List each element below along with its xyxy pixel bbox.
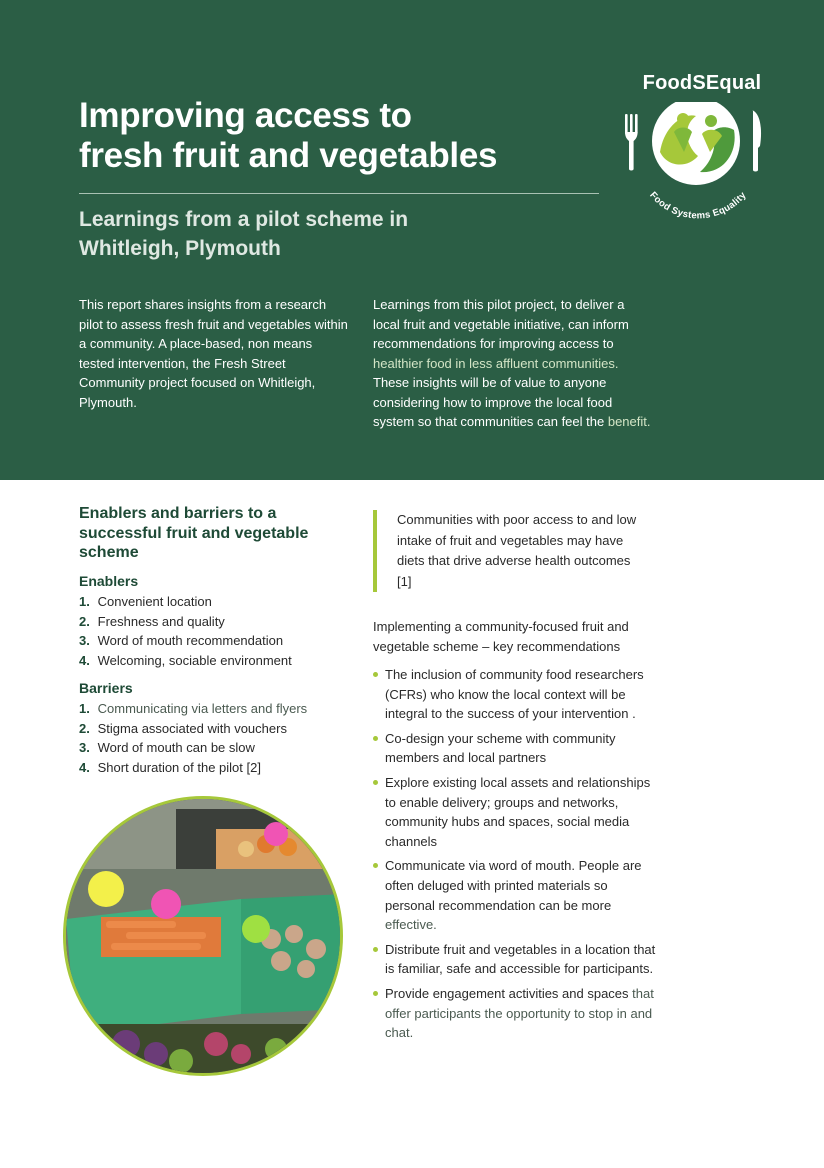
intro-left: This report shares insights from a research pilot to assess fresh fruit and vegetables within a community. A place-based, non means tested intervention, the Fresh Street Community project focused on Whitleigh, Plymouth. — [79, 297, 348, 410]
intro-right-d: benefit. — [607, 414, 651, 429]
list-item: 2. Freshness and quality — [79, 613, 225, 629]
intro-right-b: healthier food in less affluent communities. — [373, 355, 619, 371]
list-item: Explore existing local assets and relationships to enable delivery; groups and networks, community hubs and spaces, social media channels — [373, 773, 658, 851]
list-item: 1. Communicating via letters and flyers — [79, 701, 308, 716]
logo-emblem-icon — [616, 102, 776, 222]
intro-right — [373, 295, 653, 432]
enablers-barriers-title: Enablers and barriers to a successful fruit and vegetable scheme — [79, 505, 309, 561]
svg-text:Food Systems Equality — [647, 190, 749, 222]
hero-banner — [0, 0, 824, 480]
list-item: Communicate via word of mouth. People are often deluged with printed materials so personal recommendation can be more effective. — [373, 856, 658, 934]
produce-photo — [63, 796, 343, 1076]
barriers-list — [79, 699, 307, 778]
page-subtitle — [79, 205, 549, 263]
enablers-heading: Enablers — [79, 573, 139, 589]
list-item: 4. Welcoming, sociable environment — [79, 653, 292, 669]
list-item: 3. Word of mouth recommendation — [79, 633, 284, 649]
subtitle-line-1: Learnings from a pilot scheme in — [79, 208, 409, 231]
page-title — [79, 96, 599, 176]
list-item: Co-design your scheme with community members and local partners — [373, 729, 658, 768]
enablers-list — [79, 592, 292, 671]
recommendations-list — [373, 665, 658, 1048]
vegetable-crates-image — [66, 799, 343, 1076]
list-item: Distribute fruit and vegetables in a location that is familiar, safe and accessible for participants. — [373, 940, 658, 979]
logo-wordmark: FoodSEqual — [642, 72, 762, 94]
foodsequal-logo — [616, 72, 776, 222]
list-item: 4. Short duration of the pilot [2] — [79, 760, 261, 776]
list-item: Provide engagement activities and spaces that offer participants the opportunity to stop in and chat. — [373, 984, 658, 1043]
barriers-heading: Barriers — [79, 680, 133, 696]
title-line-2: fresh fruit and vegetables — [79, 136, 498, 175]
subtitle-line-2: Whitleigh, Plymouth — [79, 237, 281, 260]
title-divider — [79, 193, 599, 194]
intro-right-c: These insights will be of value to anyone considering how to improve the local food system so that communities can feel the — [373, 375, 613, 429]
knife-icon — [752, 110, 761, 172]
list-item: 3. Word of mouth can be slow — [79, 740, 255, 756]
logo-tagline: Food Systems Equality — [647, 189, 749, 222]
intro-right-a: Learnings from this pilot project, to deliver a local fruit and vegetable initiative, can inform recommendations for improving access to — [373, 297, 629, 351]
list-item: The inclusion of community food researchers (CFRs) who know the local context will be integral to the success of your intervention . — [373, 665, 658, 724]
fork-icon — [625, 114, 638, 171]
title-line-1: Improving access to — [79, 96, 412, 135]
recommendations-intro: Implementing a community-focused fruit and vegetable scheme – key recommendations — [373, 619, 629, 654]
list-item: 2. Stigma associated with vouchers — [79, 720, 287, 736]
pull-quote: Communities with poor access to and low intake of fruit and vegetables may have diets that drive adverse health outcomes [1] — [373, 510, 643, 592]
list-item: 1. Convenient location — [79, 594, 212, 609]
